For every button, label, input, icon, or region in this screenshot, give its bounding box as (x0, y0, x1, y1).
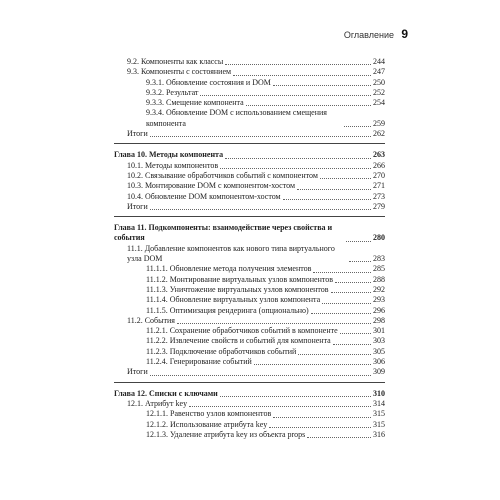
toc-entry[interactable] (114, 399, 385, 409)
toc-entry[interactable] (114, 129, 385, 139)
dot-leader (349, 261, 371, 262)
toc-page-number: 306 (373, 357, 385, 367)
dot-leader (298, 354, 371, 355)
dot-leader (225, 158, 371, 159)
toc-entry[interactable] (114, 285, 385, 295)
toc-page-number: 298 (373, 315, 385, 325)
toc-entry-label: 11.2.1. Сохранение обработчиков событий в компоненте (146, 326, 338, 336)
dot-leader (340, 333, 371, 334)
toc-entry[interactable] (114, 306, 385, 316)
toc-page-number: 270 (373, 170, 385, 180)
toc-chapter[interactable] (114, 150, 385, 160)
toc-entry[interactable] (114, 357, 385, 367)
toc-entry-label: 10.2. Связывание обработчиков событий с компонентом (127, 170, 318, 180)
table-of-contents (114, 57, 385, 440)
dot-leader (220, 168, 371, 169)
toc-entry[interactable] (114, 326, 385, 336)
toc-page-number: 273 (373, 191, 385, 201)
dot-leader (150, 209, 371, 210)
toc-entry-label: 11.1. Добавление компонентов как нового типа виртуального узла DOM (127, 243, 335, 264)
toc-page-number: 296 (373, 305, 385, 315)
dot-leader (283, 199, 371, 200)
toc-entry-label: 11.1.2. Монтирование виртуальных узлов компонентов (146, 274, 334, 284)
toc-chapter[interactable] (114, 223, 385, 244)
toc-page-number: 244 (373, 57, 385, 66)
dot-leader (322, 303, 371, 304)
dot-leader (254, 364, 371, 365)
toc-page-number: 263 (373, 150, 385, 160)
toc-entry-label: 11.2.3. Подключение обработчиков событий (146, 346, 297, 356)
dot-leader (189, 406, 371, 407)
dot-leader (311, 313, 371, 314)
toc-entry[interactable] (114, 67, 385, 77)
toc-entry[interactable] (114, 244, 385, 265)
dot-leader (297, 189, 371, 190)
toc-entry-label: Итоги (127, 367, 148, 377)
dot-leader (200, 95, 371, 96)
toc-page-number: 303 (373, 336, 385, 346)
toc-page-number: 271 (373, 181, 385, 191)
toc-entry[interactable] (114, 192, 385, 202)
toc-entry[interactable] (114, 420, 385, 430)
toc-entry[interactable] (114, 275, 385, 285)
toc-entry-label: 11.1.3. Уничтожение виртуальных узлов компонентов (146, 284, 329, 294)
dot-leader (331, 292, 371, 293)
toc-page-number: 310 (373, 388, 385, 398)
toc-entry-label: 9.3.4. Обновление DOM с использованием смещения компонента (146, 108, 327, 128)
toc-entry[interactable] (114, 181, 385, 191)
toc-page-number: 254 (373, 98, 385, 108)
toc-entry[interactable] (114, 108, 385, 129)
toc-page-number: 305 (373, 346, 385, 356)
toc-page-number: 288 (373, 274, 385, 284)
toc-entry-label: 11.2.4. Генерирование событий (146, 357, 252, 367)
toc-entry-label: 12.1. Атрибут key (127, 398, 188, 408)
toc-entry-label: 9.3.2. Результат (146, 87, 199, 97)
toc-entry-label: 11.2. События (127, 315, 175, 325)
toc-page-number: 280 (373, 233, 385, 243)
toc-entry-label: Глава 12. Списки с ключами (114, 388, 218, 398)
toc-entry[interactable] (114, 430, 385, 440)
toc-entry[interactable] (114, 161, 385, 171)
dot-leader (344, 126, 371, 127)
dot-leader (150, 136, 371, 137)
toc-entry-label: Глава 10. Методы компонента (114, 150, 224, 160)
toc-entry-label: 11.1.4. Обновление виртуальных узлов компонента (146, 295, 321, 305)
toc-entry[interactable] (114, 88, 385, 98)
chapter-divider (114, 382, 385, 383)
dot-leader (313, 272, 371, 273)
toc-page-number: 279 (373, 201, 385, 211)
toc-entry[interactable] (114, 78, 385, 88)
toc-entry-label: 12.1.2. Использование атрибута key (146, 419, 268, 429)
toc-entry-label: 9.2. Компоненты как классы (127, 57, 224, 66)
toc-page-number: 252 (373, 87, 385, 97)
toc-entry-label: 10.3. Монтирование DOM с компонентом-хостом (127, 181, 296, 191)
dot-leader (246, 105, 371, 106)
toc-page-number: 259 (373, 118, 385, 128)
dot-leader (307, 437, 371, 438)
toc-entry[interactable] (114, 202, 385, 212)
dot-leader (335, 282, 371, 283)
dot-leader (269, 427, 371, 428)
toc-entry-label: 12.1.1. Равенство узлов компонентов (146, 409, 272, 419)
toc-page-number: 316 (373, 429, 385, 439)
toc-page-number: 266 (373, 160, 385, 170)
dot-leader (177, 323, 371, 324)
dot-leader (273, 85, 371, 86)
toc-page-number: 315 (373, 419, 385, 429)
toc-entry-label: 11.1.5. Оптимизация рендеринга (опционально) (146, 305, 309, 315)
toc-entry[interactable] (114, 57, 385, 67)
toc-entry[interactable] (114, 171, 385, 181)
toc-entry[interactable] (114, 336, 385, 346)
running-header-title: Оглавление (343, 30, 394, 40)
toc-page-number: 292 (373, 284, 385, 294)
toc-page-number: 309 (373, 367, 385, 377)
toc-entry-label: 10.1. Методы компонентов (127, 160, 219, 170)
toc-entry-label: 9.3.3. Смещение компонента (146, 98, 244, 108)
toc-page-number: 301 (373, 326, 385, 336)
toc-page-number: 314 (373, 398, 385, 408)
toc-entry[interactable] (114, 367, 385, 377)
toc-entry-label: Итоги (127, 129, 148, 139)
toc-entry-label: 9.3. Компоненты с состоянием (127, 67, 232, 77)
toc-page-number: 283 (373, 254, 385, 264)
dot-leader (333, 344, 371, 345)
toc-entry[interactable] (114, 98, 385, 108)
toc-page-number: 262 (373, 129, 385, 139)
dot-leader (320, 178, 371, 179)
toc-entry[interactable] (114, 316, 385, 326)
toc-chapter[interactable] (114, 389, 385, 399)
dot-leader (273, 417, 371, 418)
dot-leader (150, 375, 371, 376)
toc-entry[interactable] (114, 347, 385, 357)
toc-entry[interactable] (114, 295, 385, 305)
toc-entry-label: Итоги (127, 201, 148, 211)
toc-page-number: 285 (373, 264, 385, 274)
toc-entry[interactable] (114, 409, 385, 419)
page-number: 9 (401, 27, 408, 41)
dot-leader (346, 241, 371, 242)
toc-page-number: 293 (373, 295, 385, 305)
dot-leader (220, 396, 371, 397)
toc-page-number: 247 (373, 67, 385, 77)
toc-entry[interactable] (114, 264, 385, 274)
chapter-divider (114, 143, 385, 144)
toc-entry-label: 11.2.2. Извлечение свойств и событий для компонента (146, 336, 331, 346)
dot-leader (225, 64, 371, 65)
toc-page-number: 250 (373, 77, 385, 87)
dot-leader (233, 75, 371, 76)
toc-entry-label: Глава 11. Подкомпоненты: взаимодействие через свойства и события (114, 223, 333, 243)
toc-page-number: 315 (373, 409, 385, 419)
toc-entry-label: 10.4. Обновление DOM компонентом-хостом (127, 191, 281, 201)
toc-entry-label: 9.3.1. Обновление состояния и DOM (146, 77, 271, 87)
toc-entry-label: 12.1.3. Удаление атрибута key из объекта props (146, 429, 306, 439)
chapter-divider (114, 216, 385, 217)
toc-entry-label: 11.1.1. Обновление метода получения элементов (146, 264, 312, 274)
